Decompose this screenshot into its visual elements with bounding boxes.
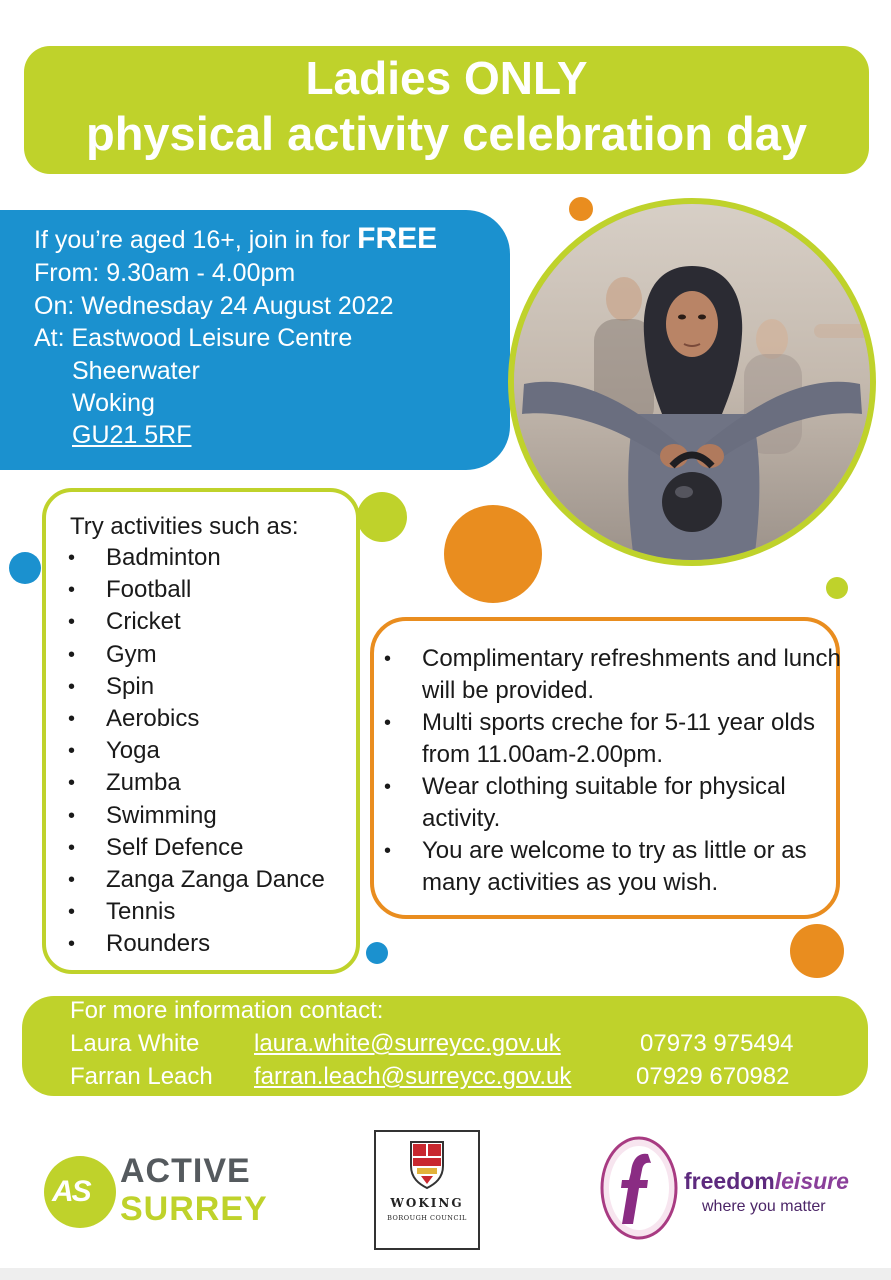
- activity-label: Football: [106, 576, 192, 604]
- active-word: ACTIVE: [120, 1152, 251, 1190]
- active-surrey-logo-mark: [44, 1156, 116, 1228]
- activity-label: Zumba: [106, 769, 181, 797]
- address-line-2: Woking: [72, 389, 155, 417]
- note-text: Wear clothing suitable for physical activity.: [422, 773, 786, 832]
- activity-label: Aerobics: [106, 704, 200, 732]
- woking-crest-icon: [407, 1138, 447, 1190]
- note-text: You are welcome to try as little or as many activities as you wish.: [422, 837, 807, 896]
- notes-box: [370, 617, 840, 919]
- title-line-1: Ladies ONLY: [305, 52, 588, 104]
- contact-phone-1: 07973 975494: [640, 1030, 794, 1057]
- bullet-icon: •: [68, 579, 76, 602]
- freedom-word-2: leisure: [774, 1168, 849, 1194]
- activity-label: Spin: [106, 672, 155, 700]
- woking-council-logo: [374, 1130, 480, 1250]
- activity-label: Gym: [106, 640, 157, 668]
- bullet-icon: •: [68, 740, 76, 763]
- bullet-icon: •: [68, 643, 76, 666]
- bullet-icon: •: [384, 712, 392, 734]
- activity-label: Swimming: [106, 801, 217, 829]
- contact-email-2[interactable]: farran.leach@surreycc.gov.uk: [254, 1063, 572, 1090]
- contact-name-2: Farran Leach: [70, 1063, 213, 1090]
- bullet-icon: •: [384, 776, 392, 798]
- decor-dot-orange-small: [569, 197, 593, 221]
- decor-dot-lime-small: [826, 577, 848, 599]
- note-text: Multi sports creche for 5-11 year olds from 11.00am-2.00pm.: [422, 709, 816, 768]
- freedom-word-1: freedom: [684, 1168, 775, 1194]
- event-info-panel: [0, 210, 510, 470]
- freedom-leisure-word: [684, 1168, 849, 1195]
- contact-name-1: Laura White: [70, 1030, 200, 1057]
- bullet-icon: •: [384, 840, 392, 862]
- bullet-icon: •: [68, 836, 76, 859]
- date-line: On: Wednesday 24 August 2022: [34, 292, 394, 320]
- activity-label: Zanga Zanga Dance: [106, 865, 325, 893]
- title-banner: [24, 46, 869, 174]
- bullet-icon: •: [384, 648, 392, 670]
- time-line: From: 9.30am - 4.00pm: [34, 259, 296, 287]
- contact-phone-2: 07929 670982: [636, 1063, 790, 1090]
- woking-sub: BOROUGH COUNCIL: [387, 1214, 467, 1222]
- decor-dot-blue-small: [366, 942, 388, 964]
- bullet-icon: •: [68, 707, 76, 730]
- activity-label: Self Defence: [106, 833, 244, 861]
- bullet-icon: •: [68, 933, 76, 956]
- address-line-1: Sheerwater: [72, 357, 200, 385]
- activity-label: Rounders: [106, 930, 211, 958]
- bullet-icon: •: [68, 772, 76, 795]
- activity-label: Tennis: [106, 898, 176, 926]
- venue-line: At: Eastwood Leisure Centre: [34, 324, 353, 352]
- bullet-icon: •: [68, 804, 76, 827]
- activities-heading: Try activities such as:: [70, 513, 299, 540]
- bullet-icon: •: [68, 675, 76, 698]
- age-line: [34, 224, 437, 255]
- bottom-divider: [0, 1268, 891, 1280]
- bullet-icon: •: [68, 901, 76, 924]
- decor-dot-blue-left: [9, 552, 41, 584]
- title-line-2: physical activity celebration day: [86, 107, 807, 160]
- age-text: If you’re aged 16+, join in for: [34, 226, 358, 254]
- decor-dot-orange-large: [444, 505, 542, 603]
- postcode-link[interactable]: GU21 5RF: [72, 421, 192, 449]
- contact-email-1[interactable]: laura.white@surreycc.gov.uk: [254, 1030, 561, 1057]
- activities-box: [42, 488, 360, 974]
- decor-dot-lime: [357, 492, 407, 542]
- woman-kettlebell-photo: [508, 198, 876, 566]
- bullet-icon: •: [68, 547, 76, 569]
- activity-label: Yoga: [106, 737, 160, 765]
- contact-heading: For more information contact:: [70, 997, 384, 1024]
- bullet-icon: •: [68, 611, 76, 634]
- freedom-f-icon: [598, 1132, 680, 1242]
- contact-banner: [22, 996, 868, 1096]
- woking-name: WOKING: [390, 1196, 464, 1210]
- activity-label: Badminton: [106, 544, 221, 571]
- activity-label: Cricket: [106, 608, 181, 636]
- surrey-word: SURREY: [120, 1190, 268, 1228]
- freedom-tagline: where you matter: [702, 1198, 826, 1215]
- note-text: Complimentary refreshments and lunch will be provided.: [422, 645, 841, 704]
- photo-illustration: [514, 204, 870, 560]
- free-label: FREE: [357, 222, 438, 255]
- bullet-icon: •: [68, 868, 76, 891]
- decor-dot-orange-right: [790, 924, 844, 978]
- as-mark-text: AS: [52, 1175, 90, 1208]
